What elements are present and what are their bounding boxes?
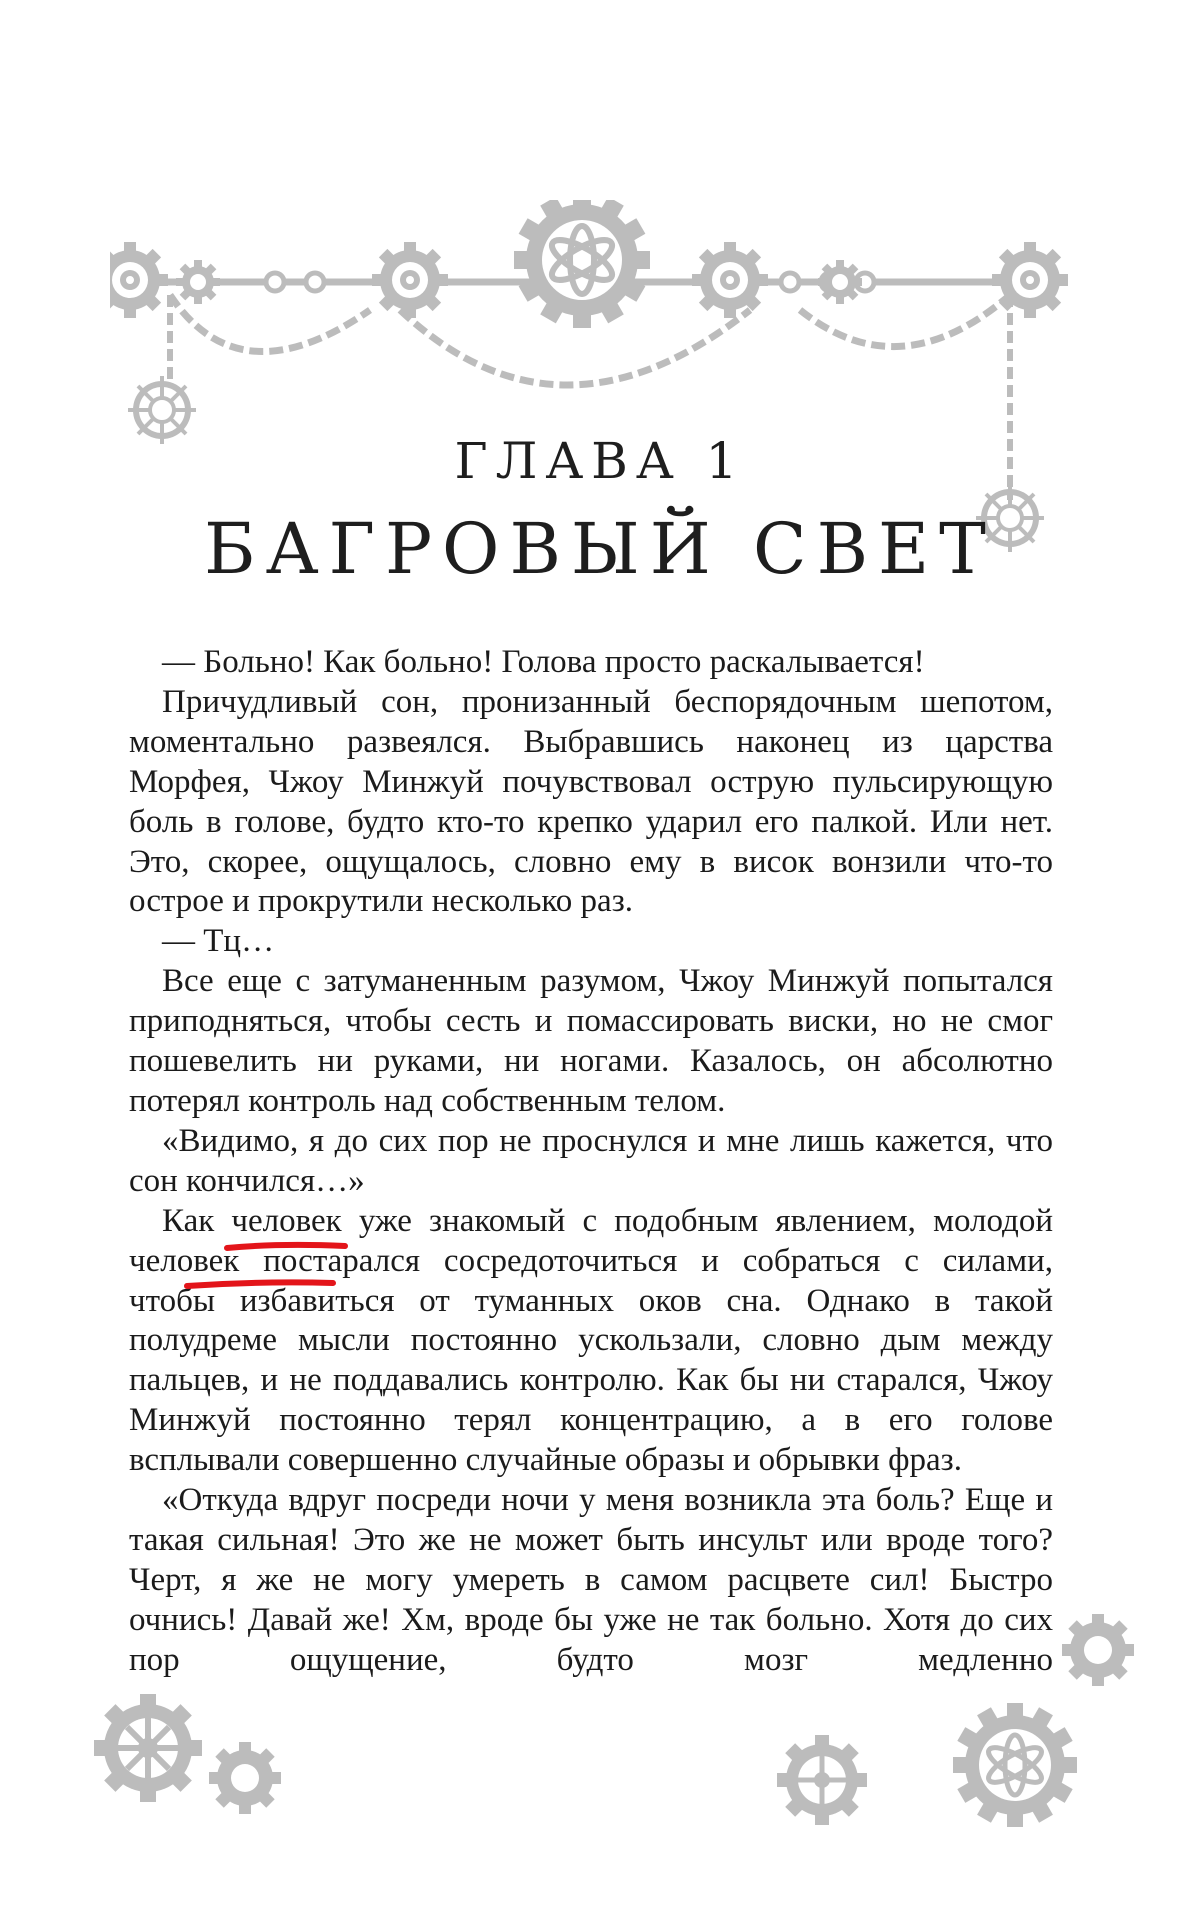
chapter-number: ГЛАВА 1 <box>454 432 746 490</box>
gear-icon <box>0 1600 1200 1920</box>
paragraph: — Тц… <box>162 923 275 960</box>
paragraph: Причудливый сон, пронизанный беспорядочным шепотом, моментально развеялся. Выбравшись наконец из царства Морфея, Чжоу Минжуй почувствовал острую пульсирующую боль в голове, будто кто-то крепко ударил его палкой. Или нет. Это, скорее, ощущалось, словно ему в висок вонзили что-то острое и прокрутили несколько раз. <box>129 683 1053 920</box>
chapter-title: БАГРОВЫЙ СВЕТ <box>204 508 996 590</box>
paragraph: Все еще с затуманенным разумом, Чжоу Минжуй попытался приподняться, чтобы сесть и помассировать виски, но не смог пошевелить ни руками, ни ногами. Казалось, он абсолютно потерял контроль над собственным телом. <box>129 963 1053 1119</box>
paragraph: Как человек уже знакомый с подобным явлением, молодой человек постарался сосредоточиться и собраться с силами, чтобы избавиться от туманных оков сна. Однако в такой полудреме мысли постоянно ускользали, словно дым между пальцев, и не поддавались контролю. Как бы ни старался, Чжоу Минжуй постоянно терял концентрацию, а в его голове всплывали совершенно случайные образы и обрывки фраз. <box>129 1202 1053 1479</box>
paragraph: «Откуда вдруг посреди ночи у меня возникла эта боль? Еще и такая сильная! Это же не может быть инсульт или вроде того? Черт, я же не могу умереть в самом расцвете сил! Быстро очнись! Давай же! Хм, вроде бы уже не так больно. Хотя до сих пор ощущение, будто мозг медленно <box>129 1482 1053 1678</box>
chapter-body <box>129 643 1053 1681</box>
paragraph: «Видимо, я до сих пор не проснулся и мне лишь кажется, что сон кончился…» <box>129 1122 1053 1199</box>
paragraph: — Больно! Как больно! Голова просто раскалывается! <box>162 644 925 680</box>
